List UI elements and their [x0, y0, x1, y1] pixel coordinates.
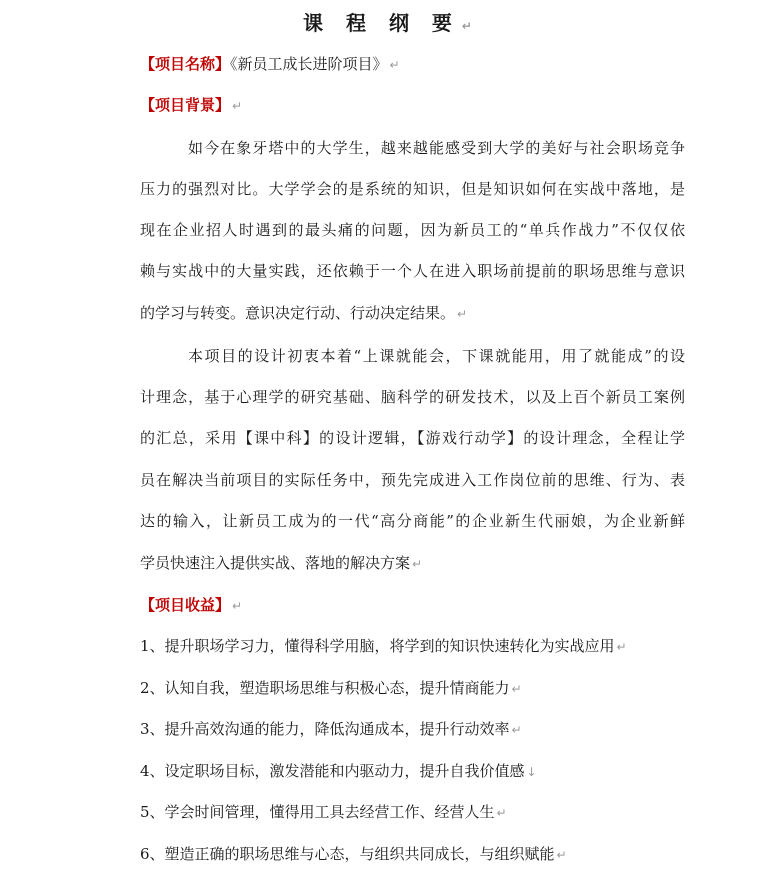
paragraph-mark-icon: [615, 640, 627, 654]
paragraph-mark-icon: [230, 99, 242, 113]
paragraph-mark-icon: [230, 599, 242, 613]
background-para2-line: 达的输入，让新员工成为的一代“高分商能”的企业新生代丽娘，为企业新鲜: [140, 512, 685, 530]
background-para2-last-line: 学员快速注入提供实战、落地的解决方案 ↵: [140, 552, 685, 575]
project-name-value: 《新员工成长进阶项目》: [230, 55, 388, 73]
paragraph-mark-icon: [555, 848, 567, 862]
background-para1-line: 现在企业招人时遇到的最头痛的问题，因为新员工的“单兵作战力”不仅仅依: [140, 221, 685, 239]
paragraph-mark-icon: [510, 682, 522, 696]
paragraph-mark-icon: [455, 307, 467, 321]
background-para1-last-line: 的学习与转变。意识决定行动、行动决定结果。 ↵: [140, 302, 685, 325]
background-para2-line: 本项目的设计初衷本着“上课就能会，下课就能用，用了就能成”的设: [188, 347, 685, 365]
paragraph-mark-icon: [410, 557, 422, 571]
background-para2-line: 计理念，基于心理学的研究基础、脑科学的研发技术，以及上百个新员工案例: [140, 388, 685, 406]
benefit-item: 2、认知自我，塑造职场思维与积极心态，提升情商能力 ↵: [140, 677, 685, 700]
background-para1-line: 压力的强烈对比。大学学会的是系统的知识，但是知识如何在实战中落地，是: [140, 180, 685, 198]
background-para2-line: 员在解决当前项目的实际任务中，预先完成进入工作岗位前的思维、行为、表: [140, 471, 685, 489]
project-name-line: [140, 53, 685, 76]
background-para2-line: 的汇总，采用【课中科】的设计逻辑，【游戏行动学】的设计理念，全程让学: [140, 429, 685, 447]
background-para1-line: 赖与实战中的大量实践，还依赖于一个人在进入职场前提前的职场思维与意识: [140, 262, 685, 280]
background-para1-line: 如今在象牙塔中的大学生，越来越能感受到大学的美好与社会职场竞争: [188, 139, 685, 157]
paragraph-mark-icon: [388, 58, 400, 72]
document-title: 课 程 纲 要 ↵: [0, 9, 783, 40]
benefits-heading: 【项目收益】 ↵: [140, 594, 685, 617]
line-break-mark-icon: [525, 765, 537, 779]
paragraph-mark-icon: [460, 19, 480, 33]
paragraph-mark-icon: [510, 723, 522, 737]
benefit-item: 5、学会时间管理，懂得用工具去经营工作、经营人生 ↵: [140, 801, 685, 824]
benefit-item: 3、提升高效沟通的能力，降低沟通成本，提升行动效率 ↵: [140, 718, 685, 741]
benefit-item: 6、塑造正确的职场思维与心态，与组织共同成长，与组织赋能 ↵: [140, 843, 685, 866]
background-heading: 【项目背景】 ↵: [140, 94, 685, 117]
benefit-item: 4、设定职场目标，激发潜能和内驱动力，提升自我价值感 ↓: [140, 760, 685, 783]
benefit-item: 1、提升职场学习力，懂得科学用脑，将学到的知识快速转化为实战应用 ↵: [140, 635, 685, 658]
project-name-label: 【项目名称】: [140, 55, 231, 73]
paragraph-mark-icon: [495, 806, 507, 820]
